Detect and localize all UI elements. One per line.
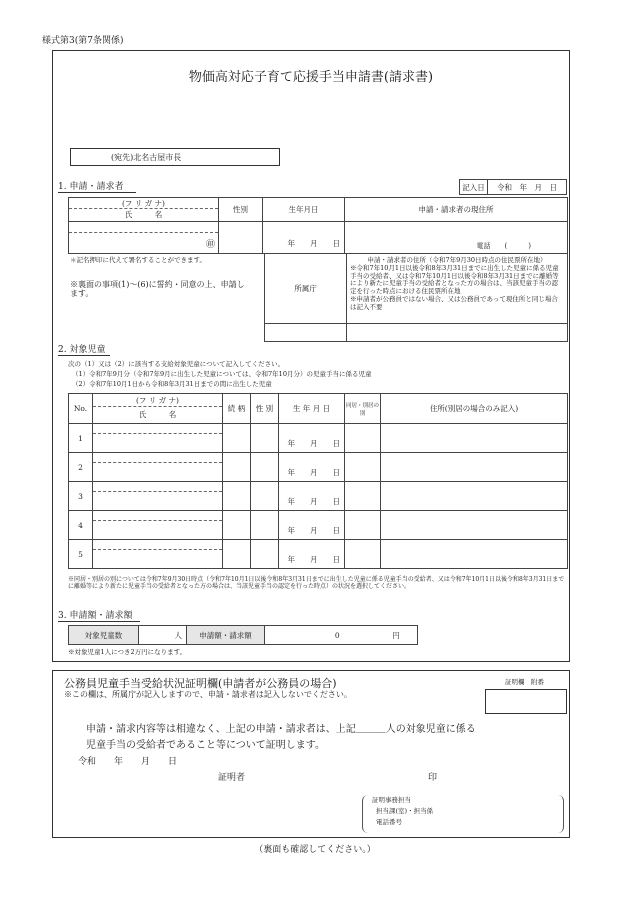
row-address-field[interactable]	[381, 482, 568, 511]
form-frame	[52, 50, 570, 662]
count-label: 対象児童数	[69, 626, 139, 645]
row-relation-field[interactable]	[223, 511, 251, 540]
consent-text: ※裏面の事項(1)～(6)に誓約・同意の上、申請します。	[70, 280, 245, 299]
table-row	[69, 424, 568, 453]
section3-note: ※対象児童1人につき2万円になります。	[68, 648, 187, 656]
row-name-field[interactable]	[93, 540, 223, 569]
row-living-field[interactable]	[345, 424, 381, 453]
row-gender-field[interactable]	[251, 511, 279, 540]
form-title: 物価高対応子育て応援手当申請書(請求書)	[188, 70, 434, 85]
address-note-2: ※申請者が公務員ではない場合、又は公務員であって現住所と同じ場合は記入不要	[350, 294, 558, 311]
children-table	[68, 393, 568, 569]
row-gender-field[interactable]	[251, 424, 279, 453]
row-no: 5	[69, 540, 93, 569]
amount-value: 0	[334, 630, 340, 640]
footer-note: （裏面も確認してください。）	[254, 845, 376, 855]
row-living-field[interactable]	[345, 453, 381, 482]
row-name-field[interactable]	[93, 453, 223, 482]
office-address-field[interactable]	[347, 324, 568, 342]
row-no: 3	[69, 482, 93, 511]
contact-line-3: 電話番号	[376, 818, 402, 826]
contact-line-1: 証明事務担当	[372, 796, 411, 804]
row-living-field[interactable]	[345, 511, 381, 540]
row-name-field[interactable]	[93, 511, 223, 540]
address-note-title: 申請・請求者の住所（令和7年9月30日時点の住民票所在地）	[367, 256, 547, 264]
col-dob: 生 年 月 日	[279, 394, 345, 424]
amount-label: 申請額・請求額	[187, 626, 265, 645]
cert-date: 令和 年 月 日	[78, 757, 178, 767]
amount-unit: 円	[392, 630, 400, 640]
row-address-field[interactable]	[381, 453, 568, 482]
col-address: 住所(別居の場合のみ記入)	[381, 394, 568, 424]
row-dob-field[interactable]: 年 月 日	[279, 511, 345, 540]
row-living-field[interactable]	[345, 482, 381, 511]
office-table	[264, 253, 568, 342]
row-address-field[interactable]	[381, 511, 568, 540]
row-relation-field[interactable]	[223, 424, 251, 453]
office-field[interactable]	[265, 324, 347, 342]
section2-cond1: （1）令和7年9月分（令和7年9月に出生した児童については、令和7年10月分）の児童手当に係る児童	[72, 370, 372, 378]
row-name-field[interactable]	[93, 482, 223, 511]
col-no: No.	[69, 394, 93, 424]
cert-corner-label: 証明欄 附番	[505, 678, 544, 686]
cert-number-field[interactable]	[485, 689, 567, 714]
name-header	[69, 198, 219, 222]
col-name-label: 氏 名	[138, 409, 177, 419]
section2-heading: 2. 対象児童	[58, 345, 110, 356]
table-row	[69, 540, 568, 569]
section2-footnote: ※同居・別居の別については令和7年9月30日時点（令和7年10月1日以後令和8年3月31日までに出生した児童に係る児童手当の受給者、又は令和7年10月1日以後令和8年3月31日までに離婚等により新たに児童手当の受給者となった方の場合は、当該児童手当の認定を行った時点）の状況を選択してください。	[68, 576, 565, 591]
row-no: 4	[69, 511, 93, 540]
row-dob-field[interactable]: 年 月 日	[279, 453, 345, 482]
name-label: 氏 名	[124, 210, 163, 219]
table-row	[69, 511, 568, 540]
name-field[interactable]	[69, 222, 219, 254]
office-label: 所属庁	[265, 254, 347, 324]
row-address-field[interactable]	[381, 424, 568, 453]
table-row	[69, 482, 568, 511]
cert-title: 公務員児童手当受給状況証明欄(申請者が公務員の場合)	[64, 677, 337, 690]
section1-heading: 1. 申請・請求者	[58, 182, 136, 193]
addressee-box: (宛先)北名古屋市長	[70, 148, 280, 166]
signature-note: ＊記名押印に代えて署名することができます。	[70, 256, 206, 264]
cert-body-2: 児童手当の受給者であること等について証明します。	[86, 740, 325, 751]
count-field[interactable]	[139, 626, 187, 645]
amount-field[interactable]	[265, 626, 418, 645]
row-no: 1	[69, 424, 93, 453]
count-unit: 人	[174, 630, 182, 640]
cert-body-1: 申請・請求内容等は相違なく、上記の申請・請求者は、上記＿＿＿人の対象児童に係る	[86, 724, 476, 735]
row-gender-field[interactable]	[251, 482, 279, 511]
row-living-field[interactable]	[345, 540, 381, 569]
seal-mark: ㊞	[205, 240, 215, 250]
entry-date-field[interactable]: 令和 年 月 日	[488, 180, 567, 195]
row-relation-field[interactable]	[223, 540, 251, 569]
entry-date-label: 記入日	[460, 180, 488, 195]
row-dob-field[interactable]: 年 月 日	[279, 424, 345, 453]
entry-date-table	[459, 179, 567, 195]
row-address-field[interactable]	[381, 540, 568, 569]
applicant-table	[68, 197, 568, 254]
gender-label: 性別	[219, 198, 263, 222]
contact-line-2: 担当課(室)・担当係	[376, 807, 434, 815]
row-gender-field[interactable]	[251, 540, 279, 569]
cert-note: ※この欄は、所属庁が記入しますので、申請・請求者は記入しないでください。	[64, 690, 352, 699]
form-number: 様式第3(第7条関係)	[42, 36, 124, 46]
col-name	[93, 394, 223, 424]
dob-field[interactable]: 年 月 日	[263, 222, 345, 254]
col-relation: 続 柄	[223, 394, 251, 424]
row-gender-field[interactable]	[251, 453, 279, 482]
amount-table	[68, 625, 418, 645]
gender-field[interactable]	[219, 222, 263, 254]
col-gender: 性 別	[251, 394, 279, 424]
furigana-label: (フ リ ガ ナ)	[69, 198, 218, 209]
col-living: 同居・別居の別	[345, 394, 381, 424]
row-dob-field[interactable]: 年 月 日	[279, 540, 345, 569]
dob-label: 生年月日	[263, 198, 345, 222]
row-no: 2	[69, 453, 93, 482]
office-address-note	[347, 254, 568, 324]
address-label: 申請・請求者の現住所	[345, 198, 568, 222]
section3-heading: 3. 申請額・請求額	[58, 611, 140, 622]
row-name-field[interactable]	[93, 424, 223, 453]
row-relation-field[interactable]	[223, 453, 251, 482]
section2-cond2: （2）令和7年10月1日から令和8年3月31日までの間に出生した児童	[72, 380, 272, 388]
row-dob-field[interactable]: 年 月 日	[279, 482, 345, 511]
address-field[interactable]: 電話 ( )	[345, 222, 568, 254]
cert-seal: 印	[428, 773, 438, 783]
address-note-body: ※令和7年10月1日以後令和8年3月31日までに出生した児童に係る児童手当の受給者、又は令和7年10月1日以後令和8年3月31日までに離婚等により新たに児童手当の受給者となった方の場合は、当該児童手当の認定を行った時点における住民票所在地	[350, 263, 559, 296]
section2-intro: 次の（1）又は（2）に該当する支給対象児童について記入してください。	[68, 360, 285, 368]
certifier-label: 証明者	[218, 773, 246, 783]
row-relation-field[interactable]	[223, 482, 251, 511]
table-row	[69, 453, 568, 482]
col-furigana: (フ リ ガ ナ)	[93, 395, 222, 407]
